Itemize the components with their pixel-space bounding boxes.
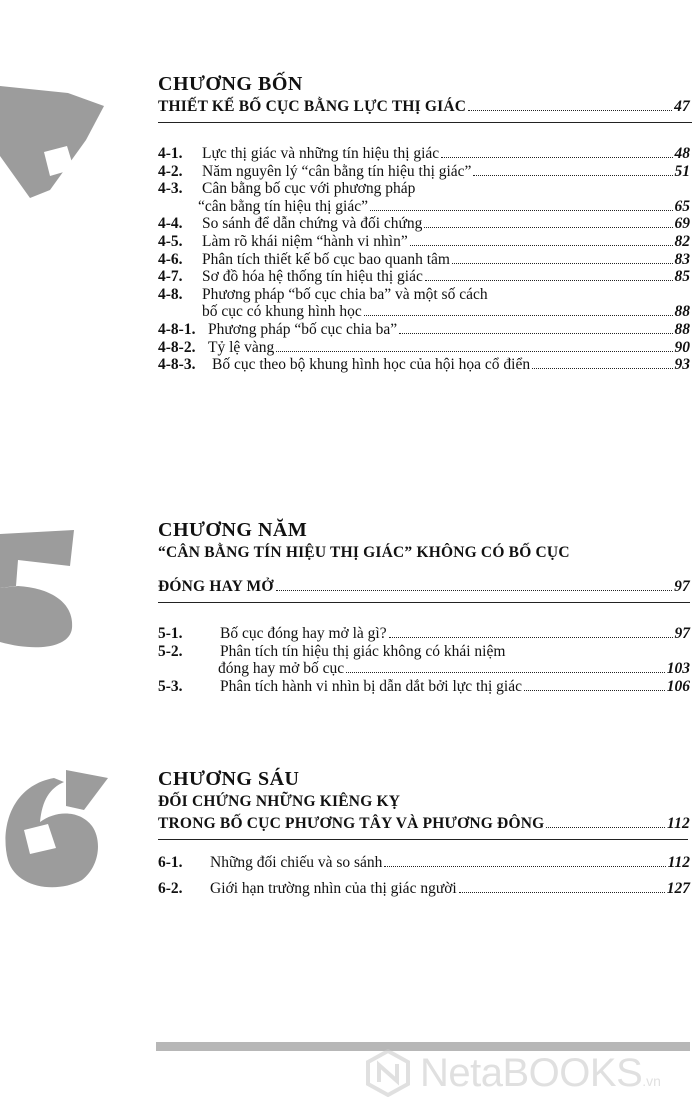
chapter-five-page: 97 — [674, 578, 690, 595]
chapter-six-label: CHƯƠNG SÁU — [158, 768, 300, 790]
dot-leader — [452, 263, 673, 264]
entry-title: Cân bằng bố cục với phương pháp — [202, 180, 416, 198]
entry-title: Tỷ lệ vàng — [208, 338, 275, 356]
entry-title: Bố cục theo bộ khung hình học của hội họa cổ điển — [212, 356, 531, 374]
dot-leader — [473, 175, 672, 176]
chapter-six-title-text-continued: TRONG BỐ CỤC PHƯƠNG TÂY VÀ PHƯƠNG ĐÔNG — [158, 815, 545, 832]
toc-entry-4-5[interactable] — [158, 233, 690, 251]
toc-entry-6-2[interactable] — [158, 880, 690, 898]
entry-page: 103 — [666, 660, 690, 678]
chapter-four-ornament-icon — [0, 86, 110, 201]
entry-title: Phân tích hành vi nhìn bị dẫn dắt bởi lực thị giác — [220, 677, 523, 695]
entry-title: Bố cục đóng hay mở là gì? — [220, 625, 387, 642]
watermark-suffix: .vn — [642, 1073, 661, 1089]
entry-page: 112 — [667, 854, 690, 871]
entry-title-continued: đóng hay mở bố cục — [218, 660, 345, 678]
dot-leader — [389, 637, 673, 638]
toc-entry-4-6[interactable] — [158, 251, 690, 269]
chapter-five-label: CHƯƠNG NĂM — [158, 519, 308, 541]
toc-entry-4-7[interactable] — [158, 268, 690, 286]
entry-page: 51 — [674, 162, 690, 180]
chapter-five-title-text-continued: ĐÓNG HAY MỞ — [158, 578, 274, 595]
dot-leader — [532, 368, 672, 369]
chapter-six-page: 112 — [667, 815, 690, 832]
entry-number: 4-6. — [158, 250, 183, 268]
dot-leader — [524, 690, 665, 691]
entry-title: Phân tích thiết kế bố cục bao quanh tâm — [202, 250, 450, 268]
entry-title: So sánh để dẫn chứng và đối chứng — [202, 215, 423, 233]
entry-number: 4-1. — [158, 145, 183, 162]
entry-title: Những đối chiếu và so sánh — [210, 854, 383, 871]
entry-title: Giới hạn trường nhìn của thị giác người — [210, 879, 457, 897]
dot-leader — [468, 110, 672, 111]
chapter-four-page: 47 — [674, 98, 690, 115]
entry-page: 90 — [674, 338, 690, 356]
dot-leader — [276, 351, 672, 352]
chapter-five-section — [158, 518, 690, 695]
toc-entry-5-1[interactable] — [158, 625, 690, 643]
chapter-five-rule — [158, 602, 690, 603]
entry-title: Phương pháp “bố cục chia ba” — [208, 320, 398, 338]
watermark — [364, 1049, 661, 1097]
chapter-five-ornament-icon — [0, 530, 80, 655]
entry-page: 82 — [674, 232, 690, 250]
entry-title: Phương pháp “bố cục chia ba” và một số cách — [202, 285, 488, 303]
entry-title-continued: “cân bằng tín hiệu thị giác” — [198, 197, 369, 215]
entry-number: 4-8. — [158, 285, 183, 303]
dot-leader — [441, 157, 672, 158]
dot-leader — [459, 892, 665, 893]
chapter-four-rule — [158, 122, 692, 123]
dot-leader — [424, 227, 672, 228]
dot-leader — [546, 827, 665, 828]
entry-number: 5-2. — [158, 642, 183, 660]
entry-page: 93 — [674, 356, 690, 374]
entry-page: 88 — [674, 303, 690, 321]
entry-number: 4-8-1. — [158, 320, 196, 338]
netabooks-logo-icon — [364, 1049, 412, 1097]
entry-number: 5-1. — [158, 625, 183, 642]
watermark-text: NetaBOOKS — [420, 1050, 643, 1095]
entry-page: 85 — [674, 268, 690, 286]
toc-entry-4-2[interactable] — [158, 163, 690, 181]
toc-entry-4-8-1[interactable] — [158, 321, 690, 339]
toc-entry-4-8-3[interactable] — [158, 356, 690, 374]
entry-number: 4-7. — [158, 268, 183, 286]
entry-title: Phân tích tín hiệu thị giác không có khái niệm — [220, 642, 506, 660]
entry-number: 6-2. — [158, 879, 183, 897]
toc-entry-4-3[interactable] — [158, 180, 690, 215]
entry-number: 4-8-3. — [158, 356, 196, 374]
entry-number: 4-8-2. — [158, 338, 196, 356]
toc-entry-4-8-2[interactable] — [158, 339, 690, 357]
entry-page: 83 — [674, 250, 690, 268]
dot-leader — [425, 280, 673, 281]
entry-title: Sơ đồ hóa hệ thống tín hiệu thị giác — [202, 268, 423, 286]
dot-leader — [370, 210, 672, 211]
entry-number: 5-3. — [158, 677, 183, 695]
entry-page: 88 — [674, 320, 690, 338]
toc-entry-5-3[interactable] — [158, 678, 690, 696]
entry-page: 127 — [666, 879, 690, 897]
entry-title: Lực thị giác và những tín hiệu thị giác — [202, 145, 440, 162]
dot-leader — [399, 333, 672, 334]
chapter-six-title[interactable] — [158, 791, 690, 835]
entry-page: 69 — [674, 215, 690, 233]
entry-number: 4-2. — [158, 162, 183, 180]
chapter-four-label: CHƯƠNG BỐN — [158, 73, 303, 95]
chapter-six-title-text: ĐỐI CHỨNG NHỮNG KIÊNG KỴ — [158, 793, 401, 810]
entry-title-continued: bố cục có khung hình học — [202, 303, 362, 321]
chapter-four-title[interactable] — [158, 96, 690, 118]
entry-page: 106 — [666, 677, 690, 695]
entry-page: 65 — [674, 197, 690, 215]
chapter-five-title[interactable] — [158, 542, 690, 598]
toc-entry-6-1[interactable] — [158, 854, 690, 872]
chapter-four-title-text: THIẾT KẾ BỐ CỤC BẰNG LỰC THỊ GIÁC — [158, 98, 467, 115]
toc-entry-5-2[interactable] — [158, 643, 690, 678]
entry-number: 4-4. — [158, 215, 183, 233]
toc-entry-4-8[interactable] — [158, 286, 690, 321]
chapter-five-title-text: “CÂN BẰNG TÍN HIỆU THỊ GIÁC” KHÔNG CÓ BỐ CỤC — [158, 544, 570, 561]
dot-leader — [410, 245, 673, 246]
entry-number: 6-1. — [158, 854, 183, 871]
chapter-six-section — [158, 767, 690, 897]
chapter-six-ornament-icon — [0, 770, 110, 895]
toc-entry-4-4[interactable] — [158, 215, 690, 233]
dot-leader — [384, 866, 665, 867]
entry-number: 4-3. — [158, 180, 183, 198]
entry-title: Năm nguyên lý “cân bằng tín hiệu thị giác” — [202, 162, 472, 180]
entry-number: 4-5. — [158, 232, 183, 250]
entry-page: 97 — [674, 625, 690, 642]
dot-leader — [276, 590, 673, 591]
entry-title: Làm rõ khái niệm “hành vi nhìn” — [202, 232, 408, 250]
entry-page: 48 — [674, 145, 690, 162]
chapter-six-rule — [158, 839, 688, 840]
dot-leader — [346, 672, 665, 673]
toc-entry-4-1[interactable] — [158, 145, 690, 163]
dot-leader — [364, 315, 673, 316]
chapter-four-section — [158, 72, 690, 374]
